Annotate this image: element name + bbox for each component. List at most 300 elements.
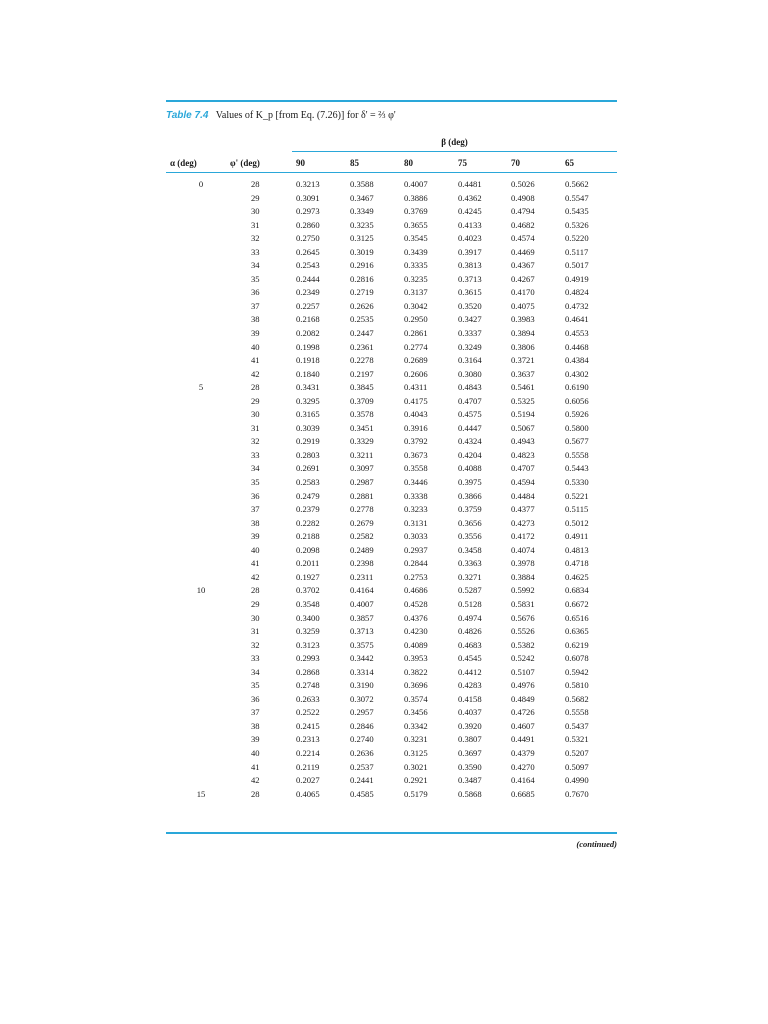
table-row <box>166 503 617 517</box>
kp-value-cell: 0.4324 <box>458 436 482 447</box>
kp-value-cell: 0.3467 <box>350 192 374 203</box>
kp-value-cell: 0.3456 <box>404 707 428 718</box>
kp-value-cell: 0.2214 <box>296 747 320 758</box>
phi-cell: 39 <box>251 328 260 339</box>
table-row <box>166 517 617 531</box>
kp-value-cell: 0.2441 <box>350 775 374 786</box>
kp-value-cell: 0.2881 <box>350 490 374 501</box>
kp-value-cell: 0.2379 <box>296 504 320 515</box>
kp-value-cell: 0.3822 <box>404 666 428 677</box>
beta-column-header: 65 <box>565 158 574 168</box>
kp-value-cell: 0.2282 <box>296 517 320 528</box>
table-row <box>166 774 617 788</box>
kp-value-cell: 0.4491 <box>511 734 535 745</box>
kp-value-cell: 0.3125 <box>350 233 374 244</box>
kp-value-cell: 0.3697 <box>458 747 482 758</box>
kp-value-cell: 0.2011 <box>296 558 320 569</box>
phi-cell: 41 <box>251 761 260 772</box>
phi-cell: 28 <box>251 788 260 799</box>
phi-cell: 31 <box>251 626 260 637</box>
kp-value-cell: 0.3442 <box>350 653 374 664</box>
kp-value-cell: 0.2278 <box>350 355 374 366</box>
kp-value-cell: 0.2868 <box>296 666 320 677</box>
kp-value-cell: 0.3978 <box>511 558 535 569</box>
phi-cell: 38 <box>251 517 260 528</box>
table-row <box>166 761 617 775</box>
kp-value-cell: 0.3259 <box>296 626 320 637</box>
kp-value-cell: 0.3338 <box>404 490 428 501</box>
kp-value-cell: 0.4204 <box>458 449 482 460</box>
kp-value-cell: 0.2257 <box>296 300 320 311</box>
table-row <box>166 232 617 246</box>
kp-value-cell: 0.3314 <box>350 666 374 677</box>
kp-value-cell: 0.5207 <box>565 747 589 758</box>
kp-value-cell: 0.1927 <box>296 571 320 582</box>
beta-group-header: β (deg) <box>441 137 468 147</box>
kp-value-cell: 0.4172 <box>511 531 535 542</box>
continued-note: (continued) <box>576 839 617 849</box>
kp-value-cell: 0.2582 <box>350 531 374 542</box>
alpha-cell: 0 <box>198 179 204 189</box>
kp-value-cell: 0.5676 <box>511 612 535 623</box>
kp-value-cell: 0.2543 <box>296 260 320 271</box>
phi-cell: 38 <box>251 314 260 325</box>
kp-value-cell: 0.3759 <box>458 504 482 515</box>
phi-cell: 36 <box>251 693 260 704</box>
kp-value-cell: 0.5128 <box>458 598 482 609</box>
kp-value-cell: 0.3091 <box>296 192 320 203</box>
kp-value-cell: 0.4718 <box>565 558 589 569</box>
kp-value-cell: 0.2645 <box>296 246 320 257</box>
table-bottom-rule <box>166 832 617 834</box>
phi-cell: 28 <box>251 382 260 393</box>
alpha-column-header: α (deg) <box>170 158 197 168</box>
kp-value-cell: 0.5926 <box>565 409 589 420</box>
kp-value-cell: 0.4273 <box>511 517 535 528</box>
kp-value-cell: 0.3655 <box>404 219 428 230</box>
kp-value-cell: 0.3165 <box>296 409 320 420</box>
kp-value-cell: 0.5677 <box>565 436 589 447</box>
phi-cell: 42 <box>251 368 260 379</box>
kp-value-cell: 0.4843 <box>458 382 482 393</box>
kp-value-cell: 0.3983 <box>511 314 535 325</box>
phi-cell: 32 <box>251 233 260 244</box>
kp-value-cell: 0.4043 <box>404 409 428 420</box>
kp-value-cell: 0.5992 <box>511 585 535 596</box>
table-row <box>166 300 617 314</box>
table-row <box>166 313 617 327</box>
kp-value-cell: 0.2861 <box>404 328 428 339</box>
alpha-cell: 15 <box>196 788 206 799</box>
kp-value-cell: 0.2535 <box>350 314 374 325</box>
kp-value-cell: 0.4023 <box>458 233 482 244</box>
kp-value-cell: 0.4682 <box>511 219 535 230</box>
kp-value-cell: 0.3211 <box>350 449 374 460</box>
table-body <box>166 178 617 801</box>
kp-value-cell: 0.4823 <box>511 449 535 460</box>
kp-value-cell: 0.2606 <box>404 368 428 379</box>
phi-cell: 41 <box>251 558 260 569</box>
kp-value-cell: 0.5325 <box>511 395 535 406</box>
kp-value-cell: 0.4732 <box>565 300 589 311</box>
kp-value-cell: 0.3019 <box>350 246 374 257</box>
kp-value-cell: 0.4943 <box>511 436 535 447</box>
kp-value-cell: 0.3574 <box>404 693 428 704</box>
kp-value-cell: 0.2816 <box>350 273 374 284</box>
kp-value-cell: 0.2098 <box>296 544 320 555</box>
kp-value-cell: 0.3431 <box>296 382 320 393</box>
table-row <box>166 639 617 653</box>
kp-value-cell: 0.2636 <box>350 747 374 758</box>
table-row <box>166 449 617 463</box>
kp-value-cell: 0.5017 <box>565 260 589 271</box>
kp-value-cell: 0.5461 <box>511 382 535 393</box>
kp-value-cell: 0.4270 <box>511 761 535 772</box>
kp-value-cell: 0.2119 <box>296 761 320 772</box>
kp-value-cell: 0.3235 <box>404 273 428 284</box>
kp-value-cell: 0.5115 <box>565 504 589 515</box>
kp-value-cell: 0.4065 <box>296 788 320 799</box>
kp-value-cell: 0.6190 <box>565 382 589 393</box>
table-row <box>166 530 617 544</box>
kp-value-cell: 0.4911 <box>565 531 589 542</box>
table-row <box>166 747 617 761</box>
kp-value-cell: 0.3164 <box>458 355 482 366</box>
kp-value-cell: 0.5321 <box>565 734 589 745</box>
kp-value-cell: 0.2489 <box>350 544 374 555</box>
kp-value-cell: 0.5547 <box>565 192 589 203</box>
kp-value-cell: 0.5558 <box>565 707 589 718</box>
table-row <box>166 327 617 341</box>
kp-value-cell: 0.5868 <box>458 788 482 799</box>
kp-value-cell: 0.4607 <box>511 720 535 731</box>
phi-cell: 34 <box>251 666 260 677</box>
kp-value-cell: 0.5242 <box>511 653 535 664</box>
kp-value-cell: 0.5067 <box>511 422 535 433</box>
beta-column-header: 75 <box>458 158 467 168</box>
kp-value-cell: 0.4976 <box>511 680 535 691</box>
kp-value-cell: 0.4283 <box>458 680 482 691</box>
kp-value-cell: 0.2447 <box>350 328 374 339</box>
phi-cell: 36 <box>251 287 260 298</box>
kp-value-cell: 0.5097 <box>565 761 589 772</box>
table-top-rule <box>166 100 617 102</box>
kp-value-cell: 0.5662 <box>565 179 589 189</box>
kp-value-cell: 0.2311 <box>350 571 374 582</box>
kp-value-cell: 0.3590 <box>458 761 482 772</box>
kp-value-cell: 0.5194 <box>511 409 535 420</box>
kp-value-cell: 0.4990 <box>565 775 589 786</box>
kp-value-cell: 0.4683 <box>458 639 482 650</box>
kp-value-cell: 0.3123 <box>296 639 320 650</box>
table-row <box>166 612 617 626</box>
phi-cell: 38 <box>251 720 260 731</box>
kp-value-cell: 0.2753 <box>404 571 428 582</box>
kp-value-cell: 0.5942 <box>565 666 589 677</box>
kp-value-cell: 0.3807 <box>458 734 482 745</box>
table-row <box>166 571 617 585</box>
kp-value-cell: 0.6056 <box>565 395 589 406</box>
phi-cell: 28 <box>251 585 260 596</box>
phi-cell: 29 <box>251 192 260 203</box>
kp-value-cell: 0.3637 <box>511 368 535 379</box>
kp-value-cell: 0.4469 <box>511 246 535 257</box>
kp-value-cell: 0.4826 <box>458 626 482 637</box>
table-row <box>166 462 617 476</box>
table-row <box>166 693 617 707</box>
kp-value-cell: 0.4528 <box>404 598 428 609</box>
kp-value-cell: 0.3813 <box>458 260 482 271</box>
kp-value-cell: 0.6672 <box>565 598 589 609</box>
kp-value-cell: 0.2957 <box>350 707 374 718</box>
kp-value-cell: 0.4302 <box>565 368 589 379</box>
kp-value-cell: 0.2082 <box>296 328 320 339</box>
table-title: Values of K_p [from Eq. (7.26)] for δ' = ⅔ φ' <box>215 110 396 121</box>
kp-value-cell: 0.4726 <box>511 707 535 718</box>
kp-value-cell: 0.4037 <box>458 707 482 718</box>
kp-value-cell: 0.3097 <box>350 463 374 474</box>
kp-value-cell: 0.4384 <box>565 355 589 366</box>
phi-cell: 37 <box>251 300 260 311</box>
phi-cell: 31 <box>251 422 260 433</box>
kp-value-cell: 0.3335 <box>404 260 428 271</box>
kp-value-cell: 0.4377 <box>511 504 535 515</box>
kp-value-cell: 0.5107 <box>511 666 535 677</box>
table-row <box>166 490 617 504</box>
kp-value-cell: 0.4707 <box>458 395 482 406</box>
kp-value-cell: 0.4367 <box>511 260 535 271</box>
kp-value-cell: 0.2027 <box>296 775 320 786</box>
kp-value-cell: 0.2361 <box>350 341 374 352</box>
kp-value-cell: 0.3349 <box>350 206 374 217</box>
kp-value-cell: 0.4089 <box>404 639 428 650</box>
kp-value-cell: 0.4447 <box>458 422 482 433</box>
phi-cell: 29 <box>251 395 260 406</box>
table-row <box>166 354 617 368</box>
kp-value-cell: 0.3588 <box>350 179 374 189</box>
kp-value-cell: 0.6078 <box>565 653 589 664</box>
kp-value-cell: 0.3806 <box>511 341 535 352</box>
phi-cell: 35 <box>251 273 260 284</box>
kp-value-cell: 0.5437 <box>565 720 589 731</box>
kp-value-cell: 0.3845 <box>350 382 374 393</box>
kp-value-cell: 0.3137 <box>404 287 428 298</box>
kp-value-cell: 0.2398 <box>350 558 374 569</box>
kp-value-cell: 0.3656 <box>458 517 482 528</box>
phi-cell: 41 <box>251 355 260 366</box>
kp-value-cell: 0.6685 <box>511 788 535 799</box>
kp-value-cell: 0.3125 <box>404 747 428 758</box>
kp-value-cell: 0.3249 <box>458 341 482 352</box>
table-row <box>166 720 617 734</box>
beta-column-header: 90 <box>296 158 305 168</box>
kp-value-cell: 0.3233 <box>404 504 428 515</box>
kp-value-cell: 0.3894 <box>511 328 535 339</box>
phi-cell: 30 <box>251 409 260 420</box>
phi-cell: 36 <box>251 490 260 501</box>
table-row <box>166 286 617 300</box>
kp-value-cell: 0.3439 <box>404 246 428 257</box>
beta-column-header: 80 <box>404 158 413 168</box>
phi-column-header: φ' (deg) <box>230 158 260 168</box>
kp-value-cell: 0.3673 <box>404 449 428 460</box>
kp-value-cell: 0.3520 <box>458 300 482 311</box>
phi-cell: 39 <box>251 734 260 745</box>
kp-value-cell: 0.3615 <box>458 287 482 298</box>
kp-value-cell: 0.3578 <box>350 409 374 420</box>
kp-value-cell: 0.2860 <box>296 219 320 230</box>
table-row <box>166 246 617 260</box>
phi-cell: 40 <box>251 747 260 758</box>
kp-value-cell: 0.4553 <box>565 328 589 339</box>
kp-value-cell: 0.5221 <box>565 490 589 501</box>
kp-value-cell: 0.2691 <box>296 463 320 474</box>
phi-cell: 32 <box>251 639 260 650</box>
kp-value-cell: 0.3545 <box>404 233 428 244</box>
phi-cell: 37 <box>251 707 260 718</box>
phi-cell: 35 <box>251 680 260 691</box>
kp-value-cell: 0.4376 <box>404 612 428 623</box>
kp-value-cell: 0.4545 <box>458 653 482 664</box>
kp-value-cell: 0.4849 <box>511 693 535 704</box>
kp-value-cell: 0.4468 <box>565 341 589 352</box>
kp-value-cell: 0.3792 <box>404 436 428 447</box>
kp-value-cell: 0.6219 <box>565 639 589 650</box>
table-row <box>166 706 617 720</box>
kp-value-cell: 0.2774 <box>404 341 428 352</box>
kp-value-cell: 0.3271 <box>458 571 482 582</box>
kp-value-cell: 0.3451 <box>350 422 374 433</box>
kp-value-cell: 0.3235 <box>350 219 374 230</box>
kp-value-cell: 0.3558 <box>404 463 428 474</box>
kp-value-cell: 0.3886 <box>404 192 428 203</box>
kp-value-cell: 0.3713 <box>350 626 374 637</box>
kp-value-cell: 0.5831 <box>511 598 535 609</box>
phi-cell: 33 <box>251 246 260 257</box>
kp-value-cell: 0.2950 <box>404 314 428 325</box>
kp-value-cell: 0.3190 <box>350 680 374 691</box>
kp-value-cell: 0.2583 <box>296 477 320 488</box>
kp-value-cell: 0.3363 <box>458 558 482 569</box>
kp-value-cell: 0.5330 <box>565 477 589 488</box>
kp-value-cell: 0.3342 <box>404 720 428 731</box>
kp-value-cell: 0.2750 <box>296 233 320 244</box>
phi-cell: 28 <box>251 179 260 189</box>
kp-value-cell: 0.5810 <box>565 680 589 691</box>
phi-cell: 40 <box>251 341 260 352</box>
kp-value-cell: 0.2778 <box>350 504 374 515</box>
table-row <box>166 368 617 382</box>
kp-value-cell: 0.4686 <box>404 585 428 596</box>
kp-value-cell: 0.4575 <box>458 409 482 420</box>
kp-value-cell: 0.2916 <box>350 260 374 271</box>
kp-value-cell: 0.2188 <box>296 531 320 542</box>
kp-value-cell: 0.2803 <box>296 449 320 460</box>
kp-value-cell: 0.2689 <box>404 355 428 366</box>
table-row <box>166 598 617 612</box>
kp-value-cell: 0.3702 <box>296 585 320 596</box>
kp-value-cell: 0.4311 <box>404 382 428 393</box>
kp-value-cell: 0.2313 <box>296 734 320 745</box>
alpha-cell: 5 <box>198 382 204 393</box>
kp-value-cell: 0.2993 <box>296 653 320 664</box>
kp-value-cell: 0.4074 <box>511 544 535 555</box>
kp-value-cell: 0.7670 <box>565 788 589 799</box>
kp-value-cell: 0.3446 <box>404 477 428 488</box>
table-row <box>166 679 617 693</box>
kp-value-cell: 0.2168 <box>296 314 320 325</box>
kp-value-cell: 0.2197 <box>350 368 374 379</box>
kp-value-cell: 0.5287 <box>458 585 482 596</box>
kp-value-cell: 0.2919 <box>296 436 320 447</box>
kp-value-cell: 0.2921 <box>404 775 428 786</box>
kp-value-cell: 0.5026 <box>511 179 535 189</box>
kp-value-cell: 0.5682 <box>565 693 589 704</box>
kp-value-cell: 0.4164 <box>511 775 535 786</box>
kp-value-cell: 0.4075 <box>511 300 535 311</box>
kp-value-cell: 0.4133 <box>458 219 482 230</box>
kp-value-cell: 0.3721 <box>511 355 535 366</box>
beta-column-header: 70 <box>511 158 520 168</box>
table-row <box>166 625 617 639</box>
kp-value-cell: 0.3713 <box>458 273 482 284</box>
kp-value-cell: 0.4824 <box>565 287 589 298</box>
kp-value-cell: 0.3231 <box>404 734 428 745</box>
kp-value-cell: 0.2633 <box>296 693 320 704</box>
kp-value-cell: 0.5558 <box>565 449 589 460</box>
kp-value-cell: 0.4245 <box>458 206 482 217</box>
kp-value-cell: 0.3487 <box>458 775 482 786</box>
phi-cell: 35 <box>251 477 260 488</box>
kp-value-cell: 0.5012 <box>565 517 589 528</box>
kp-value-cell: 0.2415 <box>296 720 320 731</box>
kp-value-cell: 0.4641 <box>565 314 589 325</box>
kp-value-cell: 0.2740 <box>350 734 374 745</box>
phi-cell: 30 <box>251 612 260 623</box>
kp-value-cell: 0.3975 <box>458 477 482 488</box>
phi-cell: 42 <box>251 571 260 582</box>
kp-value-cell: 0.3709 <box>350 395 374 406</box>
kp-value-cell: 0.4794 <box>511 206 535 217</box>
kp-value-cell: 0.3920 <box>458 720 482 731</box>
kp-value-cell: 0.1840 <box>296 368 320 379</box>
phi-cell: 42 <box>251 775 260 786</box>
kp-value-cell: 0.3042 <box>404 300 428 311</box>
phi-cell: 37 <box>251 504 260 515</box>
kp-value-cell: 0.5179 <box>404 788 428 799</box>
kp-value-cell: 0.2349 <box>296 287 320 298</box>
table-row <box>166 422 617 436</box>
table-row <box>166 395 617 409</box>
kp-value-cell: 0.4484 <box>511 490 535 501</box>
kp-value-cell: 0.4974 <box>458 612 482 623</box>
kp-value-cell: 0.5800 <box>565 422 589 433</box>
kp-value-cell: 0.4625 <box>565 571 589 582</box>
kp-value-cell: 0.3917 <box>458 246 482 257</box>
table-row <box>166 381 617 395</box>
kp-value-cell: 0.3021 <box>404 761 428 772</box>
kp-value-cell: 0.5526 <box>511 626 535 637</box>
kp-value-cell: 0.2937 <box>404 544 428 555</box>
table-row <box>166 666 617 680</box>
kp-value-cell: 0.2987 <box>350 477 374 488</box>
kp-value-cell: 0.2719 <box>350 287 374 298</box>
phi-cell: 29 <box>251 598 260 609</box>
beta-column-header: 85 <box>350 158 359 168</box>
kp-value-cell: 0.2748 <box>296 680 320 691</box>
kp-value-cell: 0.3953 <box>404 653 428 664</box>
kp-value-cell: 0.3575 <box>350 639 374 650</box>
